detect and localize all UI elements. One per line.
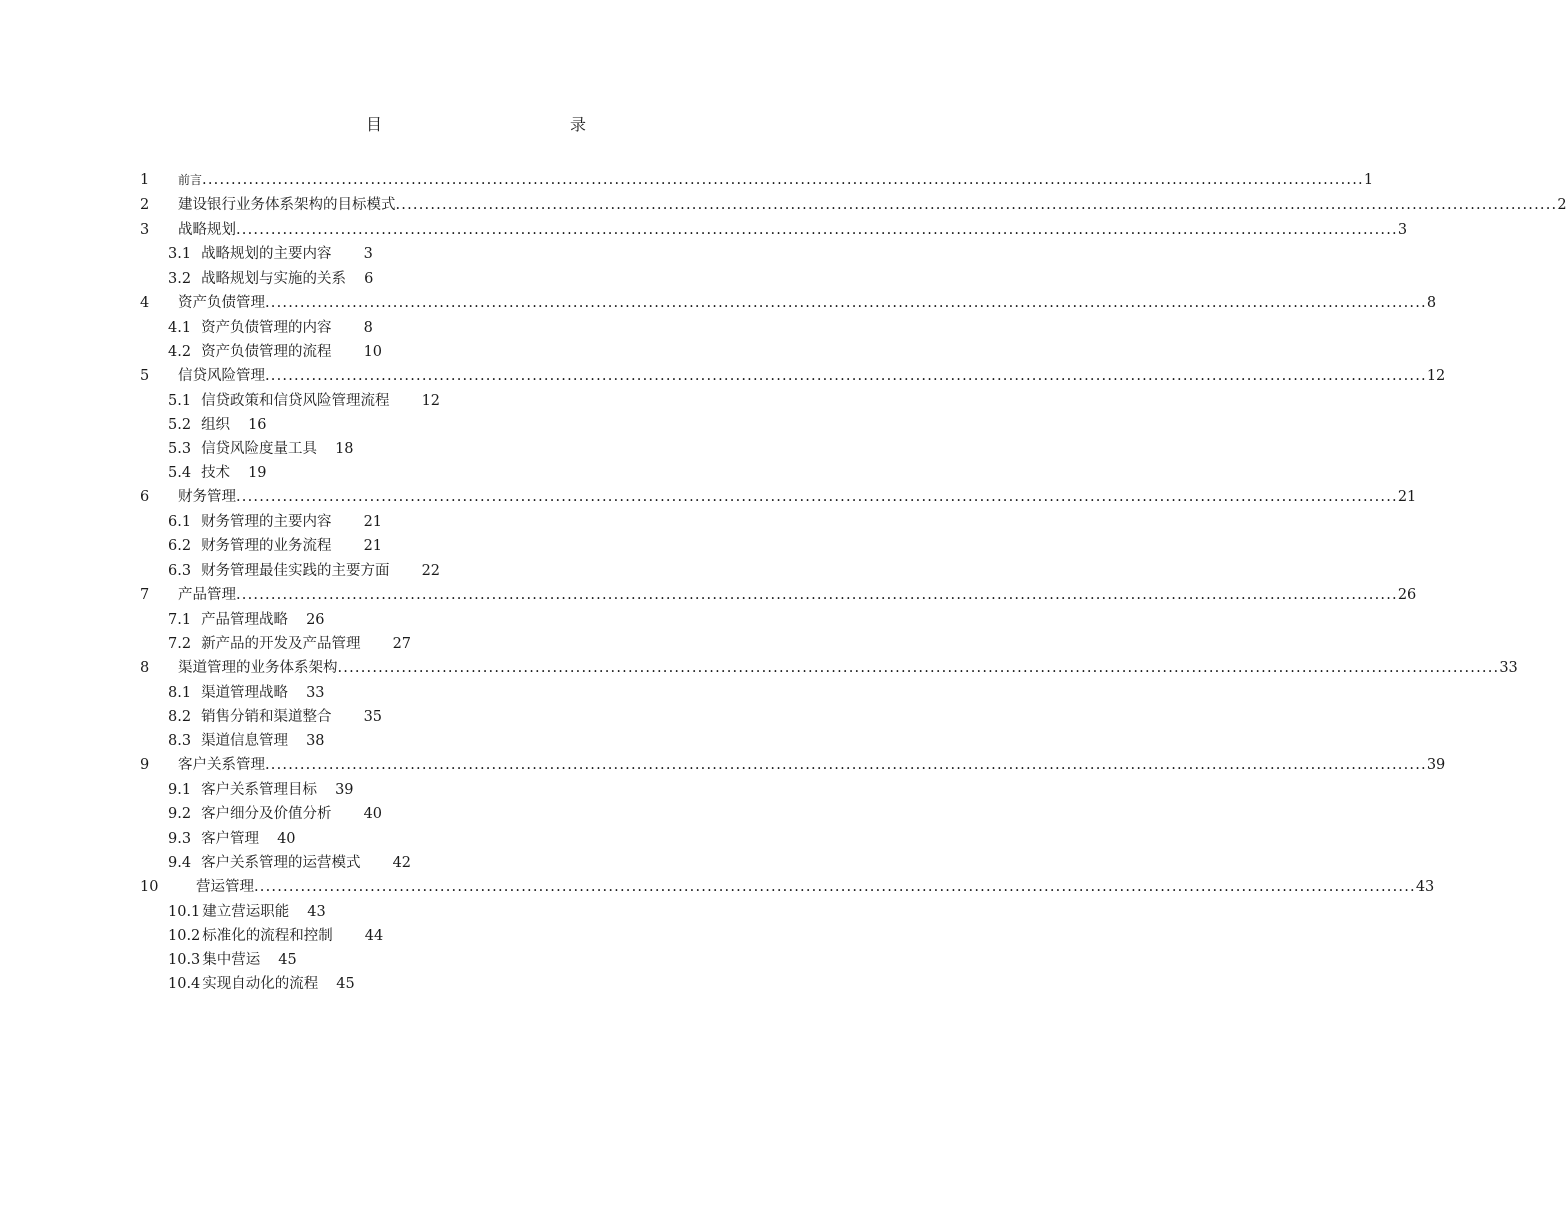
toc-subentry-label: 技术 [201, 465, 231, 482]
dot-leader: ........................................................................................................................................................................................................ [236, 489, 1398, 506]
toc-subentry-line [168, 413, 267, 437]
toc-subentry[interactable] [140, 608, 810, 632]
toc-subentry-line [168, 972, 355, 996]
toc-entry-number: 8 [140, 660, 150, 677]
toc-entry-number: 1 [140, 172, 150, 188]
dot-leader: ........................................................................................................................................................................................................ [265, 294, 1427, 311]
toc-subentry[interactable] [140, 778, 810, 802]
toc-subentry-label: 产品管理战略 [201, 611, 289, 628]
toc-entry-line [178, 364, 1446, 388]
toc-subentry-page: 10 [363, 343, 383, 360]
toc-subentry-line [168, 948, 297, 972]
toc-subentry-number: 3.2 [168, 270, 192, 287]
toc-subentry-label: 信贷政策和信贷风险管理流程 [201, 392, 390, 409]
toc-subentry-line [168, 559, 440, 583]
toc-entry-line [178, 753, 1446, 777]
toc-subentry-number: 5.4 [168, 465, 192, 482]
toc-entry-line [178, 218, 1408, 242]
toc-subentry-line [168, 242, 373, 266]
toc-subentry-label: 财务管理的业务流程 [201, 538, 332, 555]
toc-subentry-number: 6.3 [168, 562, 192, 579]
toc-entry-label: 信贷风险管理 [178, 367, 265, 384]
toc-subentry-page: 8 [363, 319, 373, 336]
toc-subentry-label: 信贷风险度量工具 [201, 441, 318, 458]
dot-leader: ........................................................................................................................................................................................................ [395, 196, 1558, 213]
toc-subentry-number: 9.4 [168, 854, 192, 871]
toc-entry-label: 前言 [178, 173, 203, 187]
toc-entry[interactable] [140, 583, 1417, 608]
toc-subentry-number: 6.2 [168, 538, 192, 555]
toc-subentry[interactable] [140, 534, 810, 558]
toc-subentry-page: 43 [307, 903, 326, 920]
toc-subentry-page: 12 [421, 392, 441, 409]
toc-subentry-page: 18 [335, 441, 354, 458]
toc-subentry-label: 客户细分及价值分析 [201, 806, 332, 823]
toc-subentry-page: 33 [306, 684, 325, 701]
toc-entry[interactable] [140, 656, 1518, 681]
toc-entry[interactable] [140, 218, 1408, 243]
toc-subentry-line [168, 705, 382, 729]
toc-subentry-number: 7.1 [168, 611, 192, 628]
dot-leader: ........................................................................................................................................................................................................ [265, 757, 1427, 774]
toc-subentry-page: 38 [306, 733, 325, 750]
table-of-contents [140, 168, 1567, 996]
toc-subentry-number: 8.2 [168, 709, 192, 725]
dot-leader: ........................................................................................................................................................................................................ [202, 172, 1364, 188]
toc-entry-page: 26 [1397, 586, 1417, 603]
toc-subentry-number: 9.1 [168, 782, 192, 799]
toc-subentry-label: 财务管理的主要内容 [201, 514, 332, 531]
toc-entry-page: 33 [1499, 660, 1518, 677]
toc-subentry[interactable] [140, 461, 810, 485]
toc-subentry-line [168, 851, 411, 875]
toc-subentry-label: 战略规划的主要内容 [201, 246, 332, 263]
toc-entry-line [196, 875, 1435, 899]
dot-leader: ........................................................................................................................................................................................................ [236, 221, 1398, 238]
toc-entry-number: 6 [140, 489, 150, 506]
toc-subentry[interactable] [140, 340, 810, 364]
toc-subentry-number: 10.2 [168, 927, 201, 944]
toc-subentry-line [168, 778, 354, 802]
toc-subentry-line [168, 632, 411, 656]
toc-entry[interactable] [140, 485, 1417, 510]
toc-subentry[interactable] [140, 389, 810, 413]
toc-entry-line [178, 583, 1417, 607]
toc-entry-line [178, 485, 1417, 509]
toc-subentry[interactable] [140, 948, 810, 972]
toc-subentry-line [168, 316, 373, 340]
toc-entry-number: 9 [140, 757, 150, 774]
toc-subentry[interactable] [140, 851, 810, 875]
toc-entry-line [178, 193, 1567, 217]
toc-subentry-page: 19 [248, 465, 267, 482]
toc-subentry-page: 40 [363, 806, 383, 823]
toc-subentry-label: 建立营运职能 [202, 903, 290, 920]
toc-subentry-page: 27 [392, 635, 412, 652]
toc-entry-page: 21 [1397, 489, 1417, 506]
toc-subentry-label: 新产品的开发及产品管理 [201, 635, 361, 652]
dot-leader: ........................................................................................................................................................................................................ [265, 367, 1427, 384]
toc-subentry-page: 3 [363, 246, 373, 263]
toc-entry-label: 客户关系管理 [178, 757, 265, 774]
toc-subentry[interactable] [140, 924, 810, 948]
toc-subentry-number: 10.3 [168, 952, 201, 969]
toc-entry-page: 39 [1426, 757, 1446, 774]
toc-entry-number: 2 [140, 196, 150, 213]
toc-subentry-line [168, 534, 382, 558]
toc-subentry-line [168, 389, 440, 413]
toc-subentry-page: 6 [364, 270, 374, 287]
toc-entry[interactable] [140, 291, 1437, 316]
toc-subentry[interactable] [140, 510, 810, 534]
toc-subentry-line [168, 608, 325, 632]
toc-subentry-label: 标准化的流程和控制 [202, 927, 333, 944]
toc-subentry[interactable] [140, 559, 810, 583]
toc-subentry-page: 26 [306, 611, 325, 628]
toc-entry-page: 2 [1557, 196, 1567, 213]
toc-entry-label: 建设银行业务体系架构的目标模式 [178, 196, 396, 213]
toc-subentry[interactable] [140, 681, 810, 705]
toc-subentry-label: 客户关系管理目标 [201, 782, 318, 799]
toc-entry-line [178, 656, 1518, 680]
toc-subentry-label: 组织 [201, 416, 231, 433]
toc-subentry-page: 39 [335, 782, 354, 799]
toc-subentry-page: 45 [278, 952, 297, 969]
toc-entry-number: 7 [140, 586, 150, 603]
toc-subentry[interactable] [140, 729, 810, 753]
toc-subentry-page: 21 [363, 514, 383, 531]
toc-subentry-number: 5.3 [168, 441, 192, 458]
toc-subentry-number: 10.4 [168, 976, 201, 993]
toc-title-right: 录 [570, 115, 587, 134]
toc-entry-label: 渠道管理的业务体系架构 [178, 660, 338, 677]
toc-entry-label: 资产负债管理 [178, 294, 265, 311]
dot-leader: ........................................................................................................................................................................................................ [254, 878, 1416, 895]
toc-entry-page: 3 [1397, 221, 1408, 238]
toc-subentry[interactable] [140, 802, 810, 826]
toc-subentry-number: 9.3 [168, 830, 192, 847]
toc-subentry-page: 21 [363, 538, 383, 555]
toc-subentry-number: 4.1 [168, 319, 192, 336]
toc-subentry-page: 45 [336, 976, 355, 993]
toc-title [0, 112, 950, 136]
toc-entry-label: 战略规划 [178, 221, 236, 238]
toc-subentry-line [168, 340, 382, 364]
toc-subentry[interactable] [140, 242, 810, 266]
toc-subentry-line [168, 681, 325, 705]
toc-subentry-number: 9.2 [168, 806, 192, 823]
toc-entry-page: 8 [1426, 294, 1437, 311]
toc-subentry-page: 22 [421, 562, 441, 579]
toc-title-left: 目 [366, 115, 383, 134]
toc-entry-number: 5 [140, 367, 150, 384]
toc-subentry[interactable] [140, 413, 810, 437]
toc-subentry-label: 渠道管理战略 [201, 684, 289, 701]
toc-subentry-page: 40 [277, 830, 296, 847]
toc-subentry[interactable] [140, 437, 810, 461]
toc-entry[interactable] [140, 193, 1567, 218]
toc-subentry-number: 5.2 [168, 416, 192, 433]
toc-subentry-line [168, 827, 296, 851]
toc-subentry-label: 实现自动化的流程 [202, 976, 319, 993]
toc-subentry-number: 7.2 [168, 635, 192, 652]
toc-subentry-number: 4.2 [168, 343, 192, 360]
toc-subentry-label: 销售分销和渠道整合 [201, 709, 332, 725]
toc-entry-label: 营运管理 [196, 878, 254, 895]
toc-subentry-line [168, 924, 383, 948]
toc-entry-label: 财务管理 [178, 489, 236, 506]
toc-subentry-line [168, 267, 373, 291]
toc-subentry-line [168, 510, 382, 534]
toc-entry-line [178, 291, 1437, 315]
toc-entry[interactable] [140, 753, 1446, 778]
toc-subentry[interactable] [140, 972, 810, 996]
toc-subentry[interactable] [140, 900, 810, 924]
toc-subentry-label: 财务管理最佳实践的主要方面 [201, 562, 390, 579]
toc-subentry-line [168, 437, 354, 461]
toc-entry-number: 4 [140, 294, 150, 311]
dot-leader: ........................................................................................................................................................................................................ [337, 660, 1500, 677]
toc-entry-line [178, 168, 1374, 192]
toc-subentry-page: 42 [392, 854, 412, 871]
toc-subentry-number: 5.1 [168, 392, 192, 409]
toc-subentry-page: 35 [363, 709, 383, 725]
toc-entry-number: 3 [140, 221, 150, 238]
toc-entry-page: 43 [1415, 878, 1435, 895]
toc-entry[interactable] [140, 168, 1374, 193]
toc-subentry-line [168, 900, 326, 924]
toc-entry[interactable] [140, 875, 1435, 900]
toc-subentry-line [168, 802, 382, 826]
toc-subentry[interactable] [140, 316, 810, 340]
toc-subentry[interactable] [140, 827, 810, 851]
toc-subentry-line [168, 461, 267, 485]
toc-subentry-label: 渠道信息管理 [201, 733, 289, 750]
toc-subentry[interactable] [140, 267, 810, 291]
toc-subentry[interactable] [140, 632, 810, 656]
toc-entry-page: 1 [1363, 172, 1374, 188]
toc-subentry-label: 资产负债管理的内容 [201, 319, 332, 336]
toc-subentry-label: 客户管理 [201, 830, 260, 847]
toc-subentry-number: 8.3 [168, 733, 192, 750]
toc-entry-page: 12 [1426, 367, 1446, 384]
toc-subentry-line [168, 729, 325, 753]
toc-subentry-label: 战略规划与实施的关系 [201, 270, 347, 287]
toc-entry-label: 产品管理 [178, 586, 236, 603]
toc-entry-number: 10 [140, 878, 159, 895]
toc-subentry-number: 10.1 [168, 903, 201, 920]
toc-subentry[interactable] [140, 705, 810, 729]
dot-leader: ........................................................................................................................................................................................................ [236, 586, 1398, 603]
toc-subentry-number: 8.1 [168, 684, 192, 701]
toc-subentry-number: 6.1 [168, 514, 192, 531]
toc-subentry-number: 3.1 [168, 246, 192, 263]
toc-subentry-label: 集中营运 [202, 952, 261, 969]
toc-subentry-label: 客户关系管理的运营模式 [201, 854, 361, 871]
toc-subentry-label: 资产负债管理的流程 [201, 343, 332, 360]
toc-subentry-page: 16 [248, 416, 267, 433]
toc-subentry-page: 44 [364, 927, 384, 944]
toc-entry[interactable] [140, 364, 1446, 389]
